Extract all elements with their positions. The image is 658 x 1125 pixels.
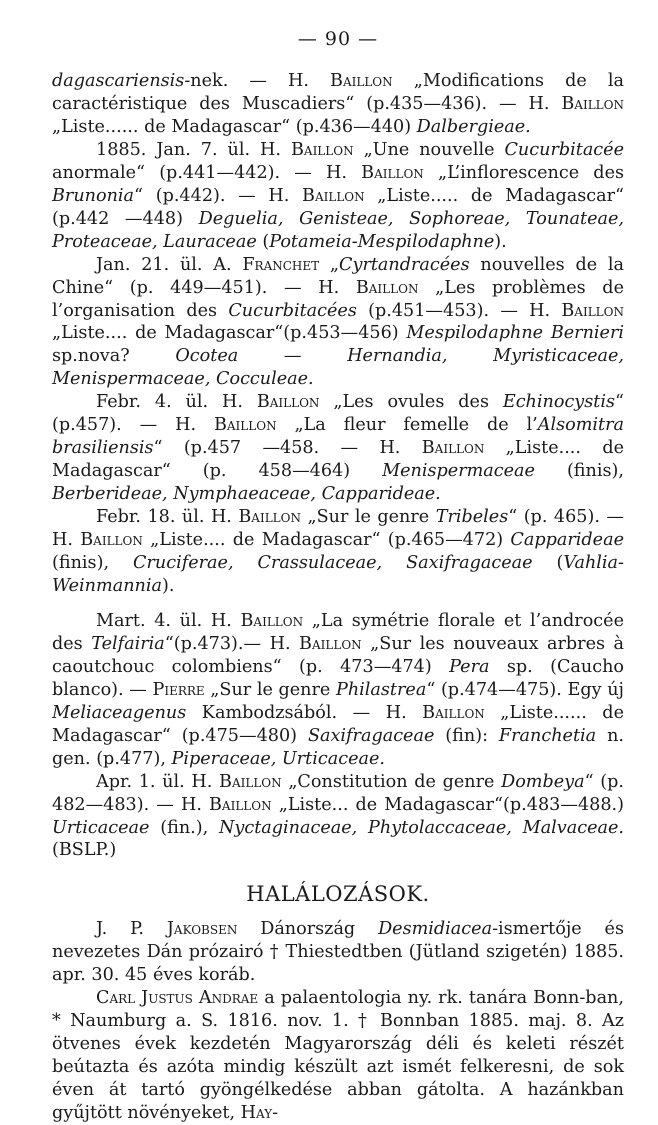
section-heading: HALÁLOZÁSOK. (246, 882, 430, 907)
text-run: Dánország (237, 919, 379, 940)
text-run: ( (256, 231, 270, 252)
page-body (52, 28, 624, 1125)
text-run: sp. (Caucho blanco). — (52, 656, 625, 700)
italic-text: Menispermaceae (382, 461, 535, 482)
text-run: „Constitution de genre (281, 771, 502, 792)
author-name: Baillon (290, 139, 354, 160)
text-run: Kambodzsából. — H. (186, 702, 423, 723)
italic-text: Mespilodaphne Bernieri (406, 323, 625, 344)
text-run: „Liste.... de Madagascar“(p.453—456) (52, 323, 407, 344)
text-run: „Modifications de la caractéristique des Muscadiers“ (p.435—436). — H. (52, 71, 624, 114)
text-run: Febr. 18. ül. H. (96, 507, 239, 528)
italic-text: Cucurbitacées (228, 300, 357, 321)
text-run: ( (532, 553, 564, 574)
text-run: (p.451—453). — H. (356, 300, 562, 321)
author-name: Baillon (561, 93, 624, 114)
text-run: n. gen. (p.477), (52, 725, 624, 769)
italic-text: Telfairia (91, 633, 165, 654)
text-run: Mart. 4. ül. H. (96, 610, 241, 631)
text-run: sp.nova? (52, 346, 176, 367)
author-name: Pierre (152, 679, 205, 700)
author-name: Jakobsen (166, 919, 238, 940)
author-name: Franchet (242, 254, 320, 275)
text-run: 1885. Jan. 7. ül. H. (96, 139, 291, 160)
report-paragraph (52, 254, 624, 392)
italic-text: Dombeya (501, 771, 585, 792)
obituary-paragraph (52, 987, 624, 1125)
author-name: Baillon (361, 162, 424, 183)
report-paragraph (52, 610, 624, 771)
text-run: „L’inflorescence des (423, 162, 625, 183)
report-paragraph (52, 139, 624, 254)
italic-text: Tribeles (435, 507, 509, 528)
report-paragraph (52, 70, 624, 139)
text-run: „Une nouvelle (353, 139, 505, 160)
text-run: ). (161, 575, 175, 596)
text-run: „Liste.... de Madagascar“ (p. 458—464) (52, 438, 624, 482)
italic-text: Brunonia (52, 185, 135, 206)
author-name: Baillon (240, 610, 304, 631)
author-name: Baillon (219, 771, 282, 792)
text-run: “(p.473).— H. (164, 633, 300, 654)
italic-text: Cyrtandracées (339, 254, 470, 275)
italic-text: Deguelia, Genisteae, Sophoreae, Tounateae, Proteaceae, Lauraceae (52, 208, 624, 252)
italic-text: Meliaceagenus (52, 702, 187, 723)
author-name: Baillon (209, 794, 272, 815)
author-name: Baillon (213, 415, 277, 436)
author-name: Baillon (561, 300, 624, 321)
text-run: Febr. 4. ül. H. (96, 392, 257, 413)
italic-text: Potameia-Mespilodaphne (269, 231, 495, 252)
text-run: nouvelles de la Chine“ (p. 449—451). — H. (52, 254, 624, 298)
text-run: (fin.), (149, 817, 220, 838)
text-run: “ (p.474—475). Egy új (426, 679, 624, 700)
italic-text: Echinocystis (502, 392, 615, 413)
italic-text: Piperaceae, Urticaceae. (171, 748, 385, 769)
author-name: Baillon (80, 530, 143, 551)
italic-text: dagascariensis (52, 71, 185, 91)
italic-text: Nyctaginaceae, Phytolaccaceae, Malvaceae. (219, 817, 624, 838)
italic-text: Ocotea — Hernandia, Myristicaceae, Menispermaceae, Cocculeae. (52, 346, 624, 390)
text-run: “ (p.457 —458. — H. (153, 438, 422, 459)
society-reports (52, 70, 624, 862)
text-run: „Liste...... de Madagascar“ (p.475—480) (52, 702, 624, 746)
text-run: „Liste...... de Madagascar“ (p.436—440) (52, 116, 417, 137)
italic-text: Capparideae (510, 530, 624, 551)
text-run: ). (494, 231, 507, 252)
author-name: Baillon (355, 277, 419, 298)
text-run: „Sur le genre (204, 679, 336, 700)
text-run: „La symétrie florale et l’androcée des (52, 610, 624, 654)
text-run: „Liste..... de Madagascar“ (p.442 —448) (52, 185, 625, 229)
obituary-paragraph (52, 918, 624, 987)
text-run: „ (319, 254, 340, 275)
text-run: “ (p.457). — H. (52, 392, 624, 436)
author-name: Baillon (238, 507, 301, 528)
italic-text: Cruciferae, Crassulaceae, Saxifragaceae (133, 553, 533, 574)
italic-text: Desmidiacea (378, 919, 493, 940)
italic-text: Berberideae, Nymphaeaceae, Capparideae. (52, 484, 441, 505)
text-run: a palaentologia ny. rk. tanára Bonn-ban, * Naumburg a. S. 1816. nov. 1. † Bonnban 1885. maj. 8. Az ötvenes évek kezdetén Magyarország déli és keleti részét beútazta és azóta mindig készült azt ismét felkeresni, de sok éven át tartó gyöngélkedése abban gátolta. A hazánkban gyűjtött növényeket, (52, 988, 624, 1124)
author-name: Baillon (299, 633, 362, 654)
text-run: (fin): (434, 725, 499, 746)
report-paragraph (52, 506, 624, 598)
author-name: Hay (240, 1103, 273, 1124)
text-run: „Les problèmes de l’organisation des (52, 277, 624, 321)
text-run: „Sur le genre (301, 507, 436, 528)
italic-text: Pera (449, 656, 490, 677)
text-run: “ (p. 482—483). — H. (52, 771, 624, 815)
italic-text: Philastrea (335, 679, 427, 700)
text-run: „Liste... de Madagascar“(p.483—488.) (271, 794, 624, 815)
text-run: “ (p.442). — H. (134, 185, 303, 206)
obituaries (52, 918, 624, 1125)
text-run: „Sur les nouveaux arbres à caoutchouc colombiens“ (p. 473—474) (52, 633, 624, 677)
italic-text: Franchetia (498, 725, 597, 746)
author-name: Baillon (421, 438, 485, 459)
text-run: - (272, 1103, 279, 1124)
author-name: Baillon (256, 392, 320, 413)
author-name: Carl Justus Andrae (96, 988, 259, 1009)
text-run: „La fleur femelle de l’ (276, 415, 538, 436)
text-run: (finis), (52, 553, 134, 574)
author-name: Baillon (330, 71, 393, 91)
text-run: anormale“ (p.441—442). — H. (52, 162, 362, 183)
text-run: J. P. (96, 919, 167, 940)
text-run: Apr. 1. ül. H. (96, 771, 220, 792)
author-name: Baillon (422, 702, 485, 723)
text-run: “ (p. 465). — H. (52, 507, 625, 551)
italic-text: Dalbergieae. (416, 116, 531, 137)
report-paragraph (52, 771, 624, 863)
italic-text: Saxifragaceae (307, 725, 435, 746)
author-name: Baillon (302, 185, 365, 206)
text-run: (finis), (534, 461, 624, 482)
italic-text: Urticaceae (52, 817, 150, 838)
text-run: „Les ovules des (319, 392, 503, 413)
page-number: — 90 — (297, 28, 379, 50)
italic-text: Cucurbitacée (504, 139, 624, 160)
report-paragraph (52, 391, 624, 506)
text-run: -ismertője és nevezetes Dán prózairó † Thiestedtben (Jütland szigetén) 1885. apr. 30. 45 éves koráb. (52, 919, 624, 986)
text-run: (BSLP.) (52, 840, 117, 861)
text-run: Jan. 21. ül. A. (96, 254, 243, 275)
italic-text: Vahlia-Weinmannia (52, 553, 624, 596)
text-run: -nek. — H. (184, 71, 331, 91)
italic-text: Alsomitra brasiliensis (52, 415, 624, 459)
text-run: „Liste.... de Madagascar“ (p.465—472) (142, 530, 511, 551)
